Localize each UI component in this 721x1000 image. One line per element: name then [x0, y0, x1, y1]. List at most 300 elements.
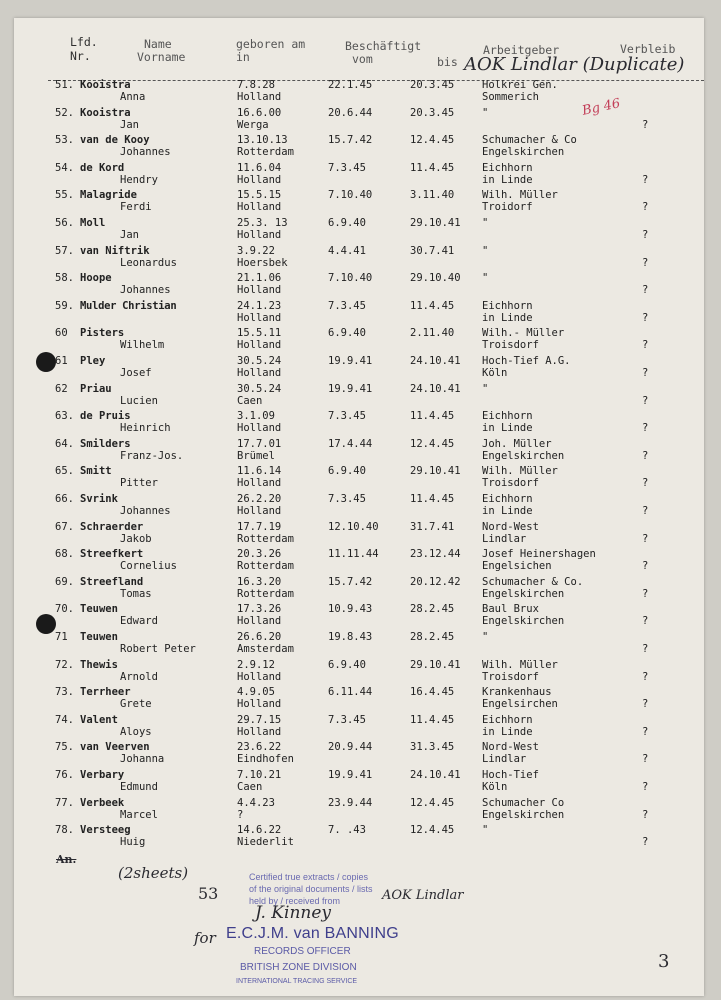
entry-employer-location: Troisdorf: [482, 339, 539, 352]
entry-employer-location: Engelsirchen: [482, 698, 558, 711]
entry-number: 54.: [55, 161, 74, 174]
entry-employed-to: 23.12.44: [410, 548, 461, 561]
entry-first-name: Johannes: [120, 505, 171, 517]
entry-employed-to: 20.12.42: [410, 575, 461, 588]
entry-birth-place: Werga: [237, 118, 269, 131]
entry-surname: Malagride: [80, 189, 137, 202]
red-annotation: Bg 46: [580, 96, 622, 119]
entry-employer-location: Troisdorf: [482, 670, 539, 683]
entry-first-name: Wilhelm: [120, 339, 165, 352]
entry-employer: Schumacher Co: [482, 796, 565, 809]
entry-employer-location: Lindlar: [482, 532, 527, 545]
entry-birth-date: 30.5.24: [237, 355, 282, 367]
entry-surname: Svrink: [80, 493, 118, 505]
entry-row: [0, 245, 721, 271]
entry-number: 58.: [55, 272, 74, 285]
entry-whereabouts: ?: [642, 532, 649, 545]
entry-employer: Josef Heinershagen: [482, 548, 596, 561]
entry-surname: Mulder Christian: [80, 299, 177, 312]
entry-whereabouts: ?: [642, 422, 649, 435]
header-beschaeftigt: Beschäftigt: [345, 39, 422, 53]
entry-employed-from: 19.9.41: [328, 355, 373, 367]
entry-employer-location: Engelskirchen: [482, 615, 565, 628]
entry-first-name: Edward: [120, 615, 158, 628]
entry-birth-date: 11.6.14: [237, 465, 282, 478]
entry-employer-location: Engelskirchen: [482, 449, 565, 462]
entry-birth-place: Holland: [237, 173, 282, 186]
page-number: 3: [658, 951, 670, 972]
entry-employer-location: in Linde: [482, 725, 533, 738]
entry-surname: de Kord: [80, 161, 125, 174]
entry-employed-from: 19.9.41: [328, 382, 373, 395]
entry-employed-from: 7. .43: [328, 824, 366, 837]
cert-line-2: of the original documents / lists: [249, 884, 373, 894]
entry-first-name: Josef: [120, 367, 152, 379]
entry-birth-date: 7.10.21: [237, 769, 282, 781]
entry-number: 56.: [55, 217, 74, 229]
entry-surname: Thewis: [80, 658, 118, 671]
entry-number: 51.: [55, 79, 74, 91]
entry-number: 70.: [55, 603, 74, 616]
entry-surname: Terrheer: [80, 686, 131, 699]
entry-surname: Teuwen: [80, 603, 118, 616]
entry-birth-date: 16.3.20: [237, 575, 282, 588]
entry-birth-date: 24.1.23: [237, 299, 282, 312]
header-in: in: [236, 50, 250, 64]
entry-employer: ": [482, 631, 489, 643]
entry-whereabouts: ?: [642, 698, 649, 711]
entry-row: [0, 686, 721, 712]
entry-birth-date: 4.9.05: [237, 686, 275, 699]
entry-row: [0, 327, 721, 353]
header-nr: Nr.: [70, 49, 91, 63]
entry-surname: Schraerder: [80, 520, 144, 533]
entry-row: [0, 824, 721, 850]
entry-row: [0, 714, 721, 740]
entry-whereabouts: ?: [642, 449, 649, 462]
entry-first-name: Cornelius: [120, 560, 177, 573]
entry-birth-place: Caen: [237, 394, 263, 407]
entry-row: [0, 521, 721, 547]
entry-whereabouts: ?: [642, 229, 649, 241]
entry-surname: Valent: [80, 713, 118, 726]
entry-first-name: Lucien: [120, 394, 158, 407]
entry-birth-place: Rotterdam: [237, 532, 294, 545]
entry-birth-date: 4.4.23: [237, 796, 275, 809]
entry-employed-from: 6.11.44: [328, 686, 373, 699]
entry-number: 71: [55, 631, 68, 643]
entry-employed-from: 11.11.44: [328, 548, 379, 561]
entry-row: [0, 162, 721, 188]
entry-first-name: Anna: [120, 91, 146, 103]
handwritten-source: AOK Lindlar (Duplicate): [464, 54, 685, 75]
entry-birth-date: 25.3. 13: [237, 217, 288, 229]
entry-employed-to: 24.10.41: [410, 769, 461, 781]
entry-employed-from: 23.9.44: [328, 796, 373, 809]
header-bis: bis: [437, 55, 458, 69]
entry-employer: Krankenhaus: [482, 686, 552, 699]
entry-employed-from: 22.1.45: [328, 79, 373, 91]
entry-employed-from: 6.9.40: [328, 217, 366, 229]
entry-birth-date: 17.7.01: [237, 437, 282, 450]
entry-employer: Eichhorn: [482, 410, 533, 423]
entry-employed-from: 7.3.45: [328, 161, 366, 174]
header-arbeitgeber: Arbeitgeber: [483, 43, 560, 57]
for-label: for: [194, 929, 216, 947]
entry-birth-place: Holland: [237, 339, 282, 352]
entry-whereabouts: ?: [642, 781, 649, 793]
entry-birth-place: ?: [237, 808, 244, 821]
header-vorname: Vorname: [137, 50, 186, 64]
entry-row: [0, 79, 721, 105]
entry-number: 57.: [55, 244, 74, 257]
entry-surname: Kooistra: [80, 79, 131, 91]
entry-employed-to: 12.4.45: [410, 824, 455, 837]
entry-employed-to: 31.3.45: [410, 741, 455, 754]
entry-birth-place: Holland: [237, 91, 282, 103]
entry-whereabouts: ?: [642, 256, 649, 269]
entry-birth-place: Holland: [237, 311, 282, 324]
entry-employed-to: 29.10.41: [410, 465, 461, 478]
entry-employed-to: 28.2.45: [410, 603, 455, 616]
entry-employed-from: 12.10.40: [328, 520, 379, 533]
entry-employed-to: 29.10.41: [410, 658, 461, 671]
entry-employed-to: 11.4.45: [410, 410, 455, 423]
entry-employer-location: Sommerich: [482, 91, 539, 103]
header-vom: vom: [352, 52, 373, 66]
entry-row: [0, 189, 721, 215]
entry-employer: Wilh. Müller: [482, 658, 558, 671]
entry-employer-location: Köln: [482, 781, 508, 793]
entry-employer-location: in Linde: [482, 173, 533, 186]
entry-employed-to: 11.4.45: [410, 299, 455, 312]
sheets-note: (2sheets): [118, 864, 189, 882]
entry-whereabouts: ?: [642, 173, 649, 186]
entry-birth-date: 15.5.11: [237, 327, 282, 340]
entry-employer: Hoch-Tief: [482, 769, 539, 781]
entry-employer-location: Engelskirchen: [482, 808, 565, 821]
entry-first-name: Pitter: [120, 477, 158, 490]
entry-employer: Eichhorn: [482, 161, 533, 174]
entry-birth-place: Holland: [237, 367, 282, 379]
entry-row: [0, 797, 721, 823]
entry-employed-to: 2.11.40: [410, 327, 455, 340]
entry-row: [0, 659, 721, 685]
entry-birth-date: 3.1.09: [237, 410, 275, 423]
entry-employer: Hoch-Tief A.G.: [482, 355, 571, 367]
entry-number: 67.: [55, 520, 74, 533]
entry-first-name: Edmund: [120, 781, 158, 793]
entry-surname: Hoope: [80, 272, 112, 285]
entry-employer-location: Lindlar: [482, 753, 527, 766]
entry-employed-to: 31.7.41: [410, 520, 455, 533]
entry-surname: Kooistra: [80, 106, 131, 119]
entry-row: [0, 631, 721, 657]
entry-employed-from: 4.4.41: [328, 244, 366, 257]
entry-row: [0, 576, 721, 602]
entry-whereabouts: ?: [642, 670, 649, 683]
entry-surname: Teuwen: [80, 631, 118, 643]
entry-employed-from: 7.3.45: [328, 713, 366, 726]
entry-surname: de Pruis: [80, 410, 131, 423]
entry-number: 62: [55, 382, 68, 395]
officer-name: E.C.J.M. van BANNING: [226, 925, 399, 942]
entry-employer-location: in Linde: [482, 311, 533, 324]
entry-first-name: Johanna: [120, 753, 165, 766]
entry-birth-date: 7.8.28: [237, 79, 275, 91]
entry-employer-location: Troidorf: [482, 201, 533, 214]
entry-birth-place: Hoersbek: [237, 256, 288, 269]
entry-employed-from: 6.9.40: [328, 658, 366, 671]
entry-employed-from: 10.9.43: [328, 603, 373, 616]
entry-employed-to: 29.10.41: [410, 217, 461, 229]
entry-birth-place: Holland: [237, 698, 282, 711]
entry-whereabouts: ?: [642, 505, 649, 517]
entry-birth-date: 23.6.22: [237, 741, 282, 754]
entry-employed-from: 7.3.45: [328, 493, 366, 505]
entry-birth-date: 21.1.06: [237, 272, 282, 285]
entry-birth-place: Holland: [237, 284, 282, 297]
entry-row: [0, 741, 721, 767]
entry-surname: Streefland: [80, 575, 144, 588]
entry-employer: Wilh.- Müller: [482, 327, 565, 340]
entry-birth-date: 2.9.12: [237, 658, 275, 671]
entry-employer: Nord-West: [482, 741, 539, 754]
entry-employer: ": [482, 217, 489, 229]
entry-surname: Smitt: [80, 465, 112, 478]
entry-employed-to: 29.10.40: [410, 272, 461, 285]
entry-employed-to: 24.10.41: [410, 355, 461, 367]
entry-birth-date: 14.6.22: [237, 824, 282, 837]
entry-employer: Schumacher & Co: [482, 134, 577, 147]
entry-first-name: Heinrich: [120, 422, 171, 435]
cert-line-1: Certified true extracts / copies: [249, 872, 369, 882]
entry-employer: Eichhorn: [482, 299, 533, 312]
entry-employer: ": [482, 382, 489, 395]
entry-employed-from: 19.9.41: [328, 769, 373, 781]
entry-whereabouts: ?: [642, 339, 649, 352]
header-name: Name: [144, 37, 172, 51]
entry-row: [0, 217, 721, 243]
entry-birth-place: Niederlit: [237, 836, 294, 849]
entry-employed-to: 28.2.45: [410, 631, 455, 643]
entry-employer: ": [482, 824, 489, 837]
entry-first-name: Tomas: [120, 587, 152, 600]
entry-first-name: Marcel: [120, 808, 158, 821]
entry-whereabouts: ?: [642, 808, 649, 821]
entry-employer-location: Köln: [482, 367, 508, 379]
entry-first-name: Ferdi: [120, 201, 152, 214]
entry-employer-location: in Linde: [482, 422, 533, 435]
entry-employed-to: 24.10.41: [410, 382, 461, 395]
officer-title: RECORDS OFFICER: [254, 946, 351, 957]
entry-employed-to: 16.4.45: [410, 686, 455, 699]
entry-number: 66.: [55, 493, 74, 505]
entry-employed-from: 20.6.44: [328, 106, 373, 119]
entry-birth-date: 3.9.22: [237, 244, 275, 257]
entry-birth-place: Caen: [237, 781, 263, 793]
entry-whereabouts: ?: [642, 753, 649, 766]
entry-employed-to: 12.4.45: [410, 134, 455, 147]
entry-number: 74.: [55, 713, 74, 726]
entry-surname: Moll: [80, 217, 106, 229]
entry-row: [0, 134, 721, 160]
entry-employer: Eichhorn: [482, 713, 533, 726]
entry-employed-from: 19.8.43: [328, 631, 373, 643]
entry-whereabouts: ?: [642, 367, 649, 379]
entry-employer: ": [482, 244, 489, 257]
entry-surname: Streefkert: [80, 548, 144, 561]
entry-employed-to: 20.3.45: [410, 79, 455, 91]
entry-first-name: Jan: [120, 118, 139, 131]
entry-first-name: Hendry: [120, 173, 158, 186]
entry-surname: Smilders: [80, 437, 131, 450]
entry-surname: van Veerven: [80, 741, 150, 754]
cert-source: AOK Lindlar: [382, 888, 464, 903]
entry-employer: Baul Brux: [482, 603, 539, 616]
entry-surname: van Niftrik: [80, 244, 150, 257]
entry-birth-place: Brümel: [237, 449, 275, 462]
entry-row: [0, 769, 721, 795]
entry-number: 55.: [55, 189, 74, 202]
entry-first-name: Arnold: [120, 670, 158, 683]
entry-surname: Priau: [80, 382, 112, 395]
entry-birth-place: Holland: [237, 477, 282, 490]
entry-employed-from: 15.7.42: [328, 134, 373, 147]
entry-row: [0, 383, 721, 409]
entry-birth-date: 26.2.20: [237, 493, 282, 505]
entry-row: [0, 493, 721, 519]
entry-birth-date: 17.3.26: [237, 603, 282, 616]
entry-birth-place: Holland: [237, 725, 282, 738]
entry-whereabouts: ?: [642, 587, 649, 600]
entry-whereabouts: ?: [642, 284, 649, 297]
entry-employer-location: Engelskirchen: [482, 587, 565, 600]
entry-birth-date: 17.7.19: [237, 520, 282, 533]
entry-first-name: Johannes: [120, 284, 171, 297]
entry-employed-from: 7.3.45: [328, 410, 366, 423]
entry-surname: Verbeek: [80, 796, 125, 809]
entry-whereabouts: ?: [642, 477, 649, 490]
entry-row: [0, 410, 721, 436]
entry-number: 64.: [55, 437, 74, 450]
entry-employer-location: Engelsichen: [482, 560, 552, 573]
entry-employer: ": [482, 106, 489, 119]
entry-surname: Versteeg: [80, 824, 131, 837]
entry-employed-to: 12.4.45: [410, 437, 455, 450]
entry-row: [0, 465, 721, 491]
entry-number: 60: [55, 327, 68, 340]
entry-number: 72.: [55, 658, 74, 671]
entry-employer: Wilh. Müller: [482, 465, 558, 478]
entry-number: 68.: [55, 548, 74, 561]
entry-birth-place: Eindhofen: [237, 753, 294, 766]
cert-line-3: held by / received from: [249, 896, 341, 906]
entry-birth-place: Holland: [237, 201, 282, 214]
entry-employer: Wilh. Müller: [482, 189, 558, 202]
entry-first-name: Jakob: [120, 532, 152, 545]
entry-employer: ": [482, 272, 489, 285]
entry-employed-to: 3.11.40: [410, 189, 455, 202]
entry-first-name: Huig: [120, 836, 146, 849]
entry-whereabouts: ?: [642, 836, 649, 849]
entry-whereabouts: ?: [642, 118, 649, 131]
entry-number: 53.: [55, 134, 74, 147]
entry-birth-date: 15.5.15: [237, 189, 282, 202]
entry-birth-date: 16.6.00: [237, 106, 282, 119]
entry-employed-to: 12.4.45: [410, 796, 455, 809]
entry-employer-location: Engelskirchen: [482, 146, 565, 159]
entry-number: 73.: [55, 686, 74, 699]
entry-row: [0, 603, 721, 629]
entry-birth-place: Rotterdam: [237, 146, 294, 159]
entry-number: 59.: [55, 299, 74, 312]
entry-number: 65.: [55, 465, 74, 478]
entry-birth-place: Holland: [237, 422, 282, 435]
entry-first-name: Franz-Jos.: [120, 449, 184, 462]
header-geboren-am: geboren am: [236, 37, 306, 51]
entry-birth-place: Rotterdam: [237, 587, 294, 600]
entry-whereabouts: ?: [642, 201, 649, 214]
entry-surname: Pley: [80, 355, 106, 367]
entry-employer: Nord-West: [482, 520, 539, 533]
entry-employed-from: 17.4.44: [328, 437, 373, 450]
entry-employed-to: 30.7.41: [410, 244, 455, 257]
header-lfd: Lfd.: [70, 35, 98, 49]
entry-employer-location: Troisdorf: [482, 477, 539, 490]
entry-first-name: Leonardus: [120, 256, 177, 269]
entry-birth-place: Amsterdam: [237, 643, 294, 655]
entry-number: 61: [55, 355, 68, 367]
entry-first-name: Jan: [120, 229, 139, 241]
entry-birth-place: Holland: [237, 505, 282, 517]
entry-number: 52.: [55, 106, 74, 119]
entry-row: [0, 107, 721, 133]
entry-row: [0, 548, 721, 574]
entry-employer: Schumacher & Co.: [482, 575, 584, 588]
entry-first-name: Grete: [120, 698, 152, 711]
entry-row: [0, 355, 721, 381]
entry-number: 75.: [55, 741, 74, 754]
entry-whereabouts: ?: [642, 643, 649, 655]
entry-employed-from: 15.7.42: [328, 575, 373, 588]
division: BRITISH ZONE DIVISION: [240, 962, 357, 973]
entry-birth-date: 29.7.15: [237, 713, 282, 726]
entry-employed-from: 6.9.40: [328, 465, 366, 478]
entry-surname: Verbary: [80, 769, 125, 781]
entry-employed-from: 6.9.40: [328, 327, 366, 340]
entry-number: 69.: [55, 575, 74, 588]
entry-employed-from: 7.10.40: [328, 272, 373, 285]
entry-whereabouts: ?: [642, 394, 649, 407]
entry-birth-date: 26.6.20: [237, 631, 282, 643]
entry-employed-from: 20.9.44: [328, 741, 373, 754]
entry-employed-to: 11.4.45: [410, 161, 455, 174]
entry-employed-to: 20.3.45: [410, 106, 455, 119]
entry-row: [0, 272, 721, 298]
entry-surname: Pisters: [80, 327, 125, 340]
entry-birth-date: 20.3.26: [237, 548, 282, 561]
organization: INTERNATIONAL TRACING SERVICE: [236, 978, 358, 985]
entry-employed-to: 11.4.45: [410, 493, 455, 505]
entry-surname: van de Kooy: [80, 134, 150, 147]
entry-employed-to: 11.4.45: [410, 713, 455, 726]
entry-employer-location: in Linde: [482, 505, 533, 517]
entry-birth-place: Holland: [237, 670, 282, 683]
entry-row: [0, 438, 721, 464]
entry-number: 77.: [55, 796, 74, 809]
entry-whereabouts: ?: [642, 311, 649, 324]
